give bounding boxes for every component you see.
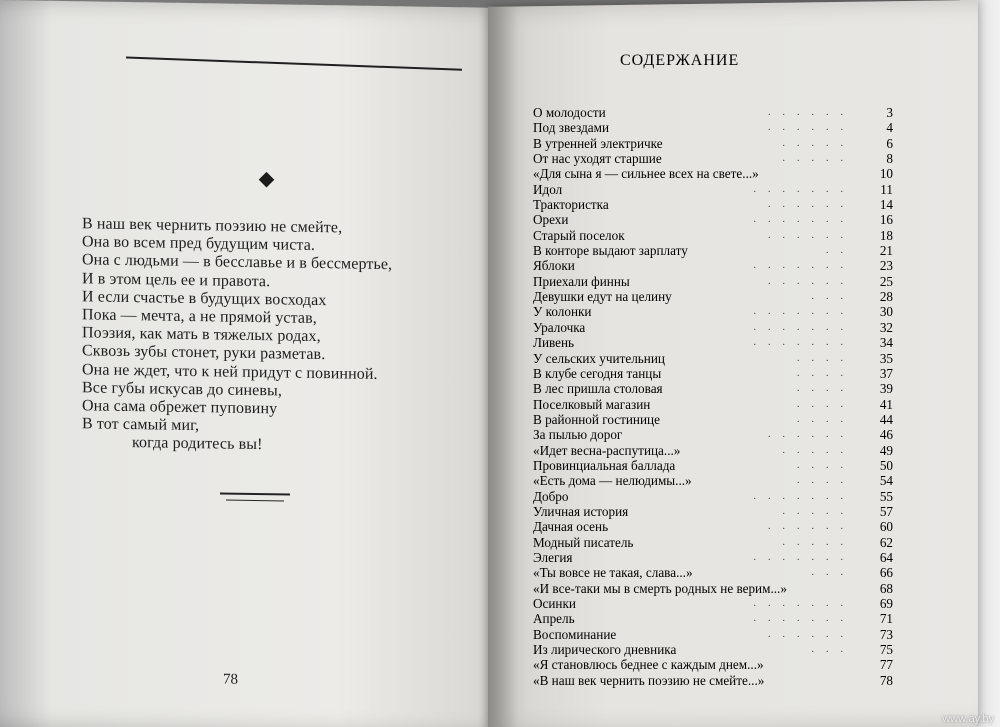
dot-leader: ..... <box>782 137 855 149</box>
dot-leader: ..... <box>782 153 855 165</box>
toc-entry-page: 49 <box>879 442 893 458</box>
dot-leader: ... <box>811 644 855 656</box>
toc-entry-title: В клубе сегодня танцы <box>533 365 662 381</box>
toc-entry-page: 6 <box>886 135 893 151</box>
watermark-text: www.ay.by <box>942 713 994 725</box>
toc-entry <box>533 657 893 672</box>
toc-entry-title: В конторе выдают зарплату <box>533 243 688 259</box>
toc-entry <box>533 105 893 120</box>
toc-entry <box>533 274 893 289</box>
dot-leader: ...... <box>768 107 855 118</box>
toc-entry-page: 64 <box>879 549 893 565</box>
dot-leader: .... <box>797 398 855 410</box>
toc-entry <box>533 581 893 596</box>
dot-leader: ....... <box>753 598 855 609</box>
dot-leader: ...... <box>768 122 855 134</box>
ornament-line <box>226 499 284 501</box>
poem-line: Поэзия, как мать в тяжелых родах, <box>82 324 321 346</box>
dot-leader: .... <box>797 459 855 471</box>
toc-entry-page: 62 <box>879 534 893 550</box>
toc-entry-title: В утренней электричке <box>533 135 663 151</box>
toc-entry <box>533 136 893 151</box>
dot-leader: ....... <box>753 613 855 625</box>
dot-leader: .... <box>797 413 855 425</box>
toc-entry <box>533 289 893 304</box>
contents-heading: СОДЕРЖАНИЕ <box>620 52 740 69</box>
toc-entry <box>533 550 893 565</box>
dot-leader: ...... <box>768 429 855 441</box>
toc-entry <box>533 458 893 473</box>
toc-entry-title: Поселковый магазин <box>533 396 651 412</box>
toc-entry-page: 11 <box>880 181 893 197</box>
toc-entry <box>533 397 893 412</box>
page-number: 78 <box>223 671 238 688</box>
poem-line: Все губы искусав до синевы, <box>82 379 282 400</box>
dot-leader: ... <box>811 567 855 579</box>
dot-leader: ....... <box>753 337 855 349</box>
toc-entry <box>533 381 893 396</box>
poem-line: Она с людьми — в бесславье и в бессмертье, <box>82 251 393 274</box>
dot-leader: ....... <box>753 306 855 318</box>
poem <box>82 215 482 458</box>
toc-entry-title: Элегия <box>533 549 573 565</box>
dot-leader: ....... <box>753 551 855 563</box>
toc-entry-title: В районной гостинице <box>533 411 660 427</box>
toc-entry <box>533 197 893 212</box>
dot-leader: ....... <box>753 321 855 333</box>
poem-line: Она во всем пред будущим чиста. <box>82 233 316 255</box>
dot-leader: ...... <box>768 275 855 287</box>
poem-line: когда родитесь вы! <box>132 434 263 454</box>
poem-line: В тот самый миг, <box>82 415 200 435</box>
dot-leader: ...... <box>768 199 855 211</box>
toc-entry-page: 60 <box>879 519 893 535</box>
dot-leader: ..... <box>782 536 855 548</box>
toc-entry-page: 32 <box>879 319 893 335</box>
toc-entry-page: 3 <box>886 105 893 120</box>
toc-entry <box>533 212 893 227</box>
dot-leader: ...... <box>768 521 855 533</box>
toc-entry-page: 30 <box>879 304 893 320</box>
toc-entry-title: Дачная осень <box>533 519 609 535</box>
toc-entry-title: Уралочка <box>533 319 586 335</box>
toc-entry-page: 55 <box>879 488 893 504</box>
toc-entry-page: 46 <box>879 427 893 443</box>
toc-entry <box>533 120 893 135</box>
toc-entry-page: 23 <box>879 258 893 274</box>
dot-leader: ....... <box>753 490 855 502</box>
toc-entry-page: 10 <box>879 166 893 182</box>
toc-entry-page: 44 <box>879 411 893 427</box>
toc-entry-title: «Есть дома — нелюдимы...» <box>533 473 692 489</box>
toc-entry-page: 8 <box>886 151 893 167</box>
toc-entry-title: «Я становлюсь беднее с каждым днем...» <box>533 657 764 673</box>
toc-entry-title: О молодости <box>533 105 606 120</box>
dot-leader: ....... <box>753 183 855 195</box>
poem-line: Сквозь зубы стонет, руки разметав. <box>82 342 326 364</box>
dot-leader: ...... <box>768 229 855 241</box>
toc-entry <box>533 182 893 197</box>
toc-entry-title: Воспоминание <box>533 626 617 642</box>
toc-entry-title: Добро <box>533 488 569 504</box>
toc-entry-page: 21 <box>879 243 893 259</box>
toc-entry <box>533 673 893 688</box>
toc-entry-title: «И все-таки мы в смерть родных не верим...» <box>533 580 787 596</box>
toc-entry <box>533 335 893 350</box>
toc-entry-title: Апрель <box>533 611 575 627</box>
toc-entry-title: Приехали финны <box>533 273 630 289</box>
toc-entry-title: Ливень <box>533 335 575 351</box>
dot-leader: ..... <box>782 505 855 517</box>
toc-entry <box>533 489 893 504</box>
toc-entry <box>533 443 893 458</box>
toc-entry-page: 37 <box>879 365 893 381</box>
toc-entry <box>533 611 893 626</box>
toc-entry-title: «Идет весна-распутица...» <box>533 442 681 458</box>
toc-entry-page: 66 <box>879 565 893 581</box>
toc-entry-title: Идол <box>533 181 563 197</box>
toc-entry <box>533 304 893 319</box>
toc-entry-page: 73 <box>879 626 893 642</box>
toc-entry <box>533 228 893 243</box>
dot-leader: ....... <box>753 214 855 226</box>
toc-entry-title: Под звездами <box>533 120 610 136</box>
dot-leader: .. <box>826 245 855 257</box>
dot-leader: ...... <box>768 628 855 640</box>
toc-entry-page: 18 <box>879 227 893 243</box>
toc-entry-title: «Для сына я — сильнее всех на свете...» <box>533 166 759 182</box>
toc-entry-title: Из лирического дневника <box>533 642 677 658</box>
poem-line: В наш век чернить поэзию не смейте, <box>82 215 343 237</box>
toc-entry <box>533 596 893 611</box>
toc-entry-title: Яблоки <box>533 258 575 274</box>
toc-entry-title: Провинциальная баллада <box>533 457 676 473</box>
toc-entry-page: 34 <box>879 335 893 351</box>
toc-entry-title: Старый поселок <box>533 227 625 243</box>
toc-entry <box>533 412 893 427</box>
toc-entry <box>533 642 893 657</box>
toc-entry-title: Орехи <box>533 212 569 228</box>
dot-leader: ..... <box>782 444 855 456</box>
toc-entry-page: 69 <box>879 596 893 611</box>
toc-entry-title: «Ты вовсе не такая, слава...» <box>533 565 693 581</box>
toc-entry-page: 39 <box>879 381 893 397</box>
diamond-ornament-icon <box>259 172 275 188</box>
toc-entry-title: Модный писатель <box>533 534 634 550</box>
toc-entry <box>533 427 893 442</box>
top-rule <box>126 56 462 70</box>
toc-entry <box>533 166 893 181</box>
toc-entry <box>533 366 893 381</box>
toc-entry-page: 4 <box>886 120 893 136</box>
toc-entry-page: 50 <box>879 457 893 473</box>
toc-entry <box>533 565 893 580</box>
toc-entry-title: Девушки едут на целину <box>533 289 672 305</box>
toc-entry-page: 68 <box>879 580 893 596</box>
toc-entry-page: 57 <box>879 503 893 519</box>
ornament-line <box>220 492 290 495</box>
toc-entry-page: 16 <box>879 212 893 228</box>
dot-leader: .... <box>797 352 855 364</box>
toc-entry-title: «В наш век чернить поэзию не смейте...» <box>533 672 765 688</box>
dot-leader: .... <box>797 367 855 379</box>
toc-entry <box>533 151 893 166</box>
toc-entry <box>533 535 893 550</box>
toc-entry-title: Уличная история <box>533 503 629 519</box>
toc-entry-page: 77 <box>879 657 893 673</box>
toc-entry-page: 71 <box>879 611 893 627</box>
toc-entry <box>533 320 893 335</box>
toc-entry-page: 54 <box>879 473 893 489</box>
toc-entry-title: За пылью дорог <box>533 427 623 443</box>
toc-entry-page: 75 <box>879 642 893 658</box>
toc-entry-title: В лес пришла столовая <box>533 381 663 397</box>
poem-line: Пока — мечта, а не прямой устав, <box>82 306 317 327</box>
toc-entry <box>533 473 893 488</box>
double-rule-ornament <box>220 492 290 506</box>
toc-entry <box>533 519 893 534</box>
toc-entry <box>533 258 893 273</box>
toc-entry-page: 78 <box>879 672 893 688</box>
toc-entry <box>533 243 893 258</box>
toc-entry-page: 35 <box>879 350 893 366</box>
toc-entry-title: Осинки <box>533 596 576 611</box>
toc-entry-page: 14 <box>879 197 893 213</box>
toc-entry-title: От нас уходят старшие <box>533 151 662 167</box>
toc-entry-title: У колонки <box>533 304 592 320</box>
toc-entry <box>533 627 893 642</box>
dot-leader: .... <box>797 475 855 487</box>
toc-entry-page: 25 <box>879 273 893 289</box>
toc-entry-page: 41 <box>879 396 893 412</box>
poem-line: Она не ждет, что к ней придут с повинной. <box>82 360 378 383</box>
dot-leader: ....... <box>753 260 855 272</box>
toc-entry-title: Трактористка <box>533 197 609 213</box>
toc-entry-title: У сельских учительниц <box>533 350 665 366</box>
toc-entry <box>533 351 893 366</box>
poem-line: И если счастье в будущих восходах <box>82 288 327 309</box>
dot-leader: ... <box>811 291 855 303</box>
dot-leader: .... <box>797 383 855 395</box>
poem-line: И в этом цель ее и правота. <box>82 269 271 290</box>
poem-line: Она сама обрежет пуповину <box>82 397 278 418</box>
toc-entry <box>533 504 893 519</box>
toc-entry-page: 28 <box>879 289 893 305</box>
table-of-contents <box>533 105 893 688</box>
